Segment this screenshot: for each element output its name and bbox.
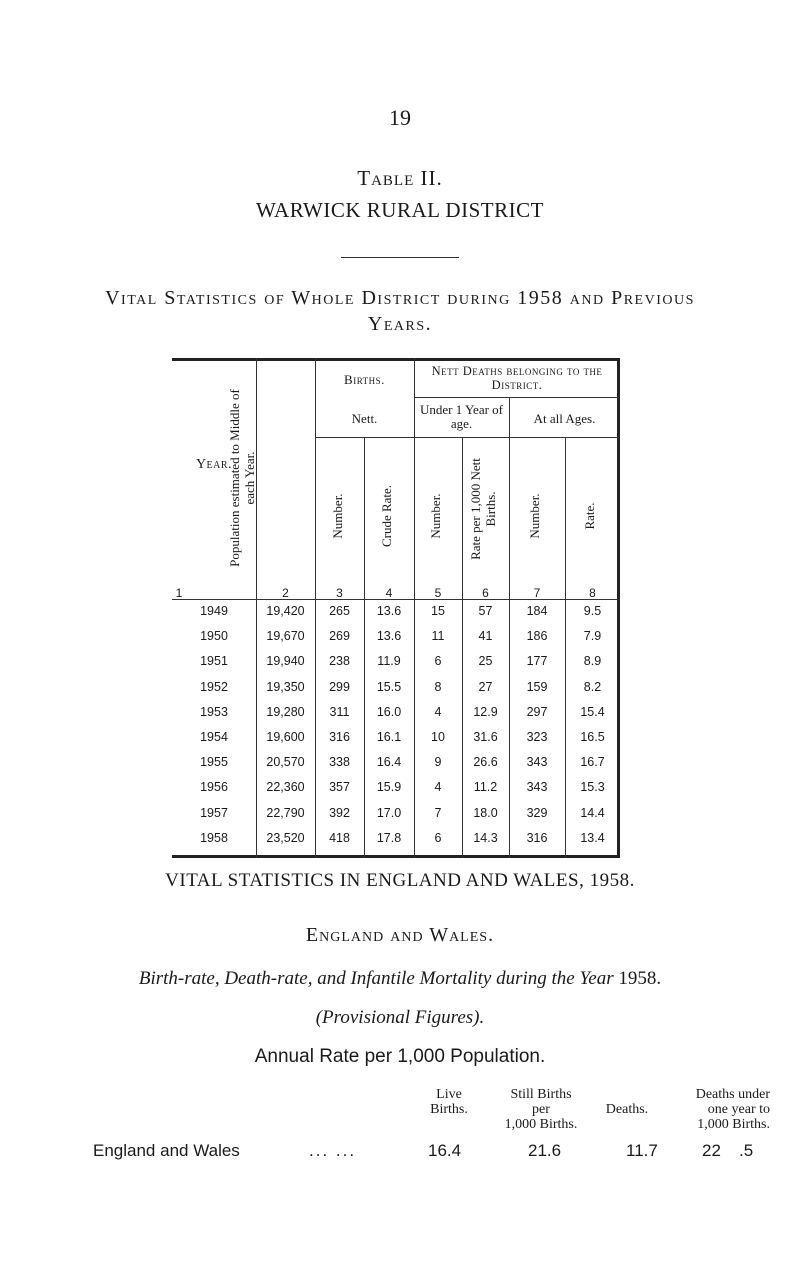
table-cell: 297 [526, 704, 548, 719]
table-cell: 159 [526, 679, 548, 694]
description-year: 1958. [618, 968, 662, 989]
table-cell: 238 [329, 654, 350, 669]
england-wales-row [0, 1141, 800, 1165]
table-cell: 22,790 [266, 805, 305, 820]
table-row [172, 629, 620, 647]
table-cell: 6 [434, 654, 442, 669]
provisional-figures-note: (Provisional Figures). [315, 1007, 485, 1028]
table-cell: 16.7 [580, 755, 605, 770]
england-wales-heading: VITAL STATISTICS IN ENGLAND AND WALES, 1958. [165, 870, 635, 891]
column-number: 7 [533, 586, 541, 600]
deaths-under-value-a: 22 [702, 1141, 721, 1160]
table-cell: 19,940 [266, 654, 305, 669]
still-births-heading [486, 1087, 596, 1132]
annual-rate-heading: Annual Rate per 1,000 Population. [254, 1046, 546, 1067]
header-births-number: Number. [330, 493, 345, 539]
deaths-value: 11.7 [626, 1141, 658, 1160]
table-cell: 12.9 [473, 704, 498, 719]
still-births-heading-line: per [532, 1102, 550, 1117]
live-births-value: 16.4 [428, 1141, 462, 1160]
vital-statistics-title-cont: Years. [367, 313, 433, 335]
leader-dots: ... ... [309, 1141, 357, 1160]
header-nett: Nett. [351, 411, 378, 426]
table-cell: 16.4 [376, 755, 402, 770]
table-cell: 14.3 [473, 830, 498, 845]
column-number: 5 [434, 586, 442, 600]
table-cell: 16.0 [376, 704, 402, 719]
table-cell: 1954 [200, 730, 228, 744]
live-births-heading [414, 1087, 484, 1117]
header-crude-rate: Crude Rate. [379, 484, 394, 548]
table-cell: 11 [431, 629, 445, 644]
table-heading: Table II. [357, 166, 443, 190]
table-cell: 418 [329, 830, 350, 845]
table-cell: 26.6 [473, 755, 498, 770]
deaths-heading: Deaths. [605, 1102, 649, 1117]
live-births-heading-line: Births. [430, 1102, 468, 1117]
table-cell: 1958 [200, 830, 228, 845]
still-births-heading-line: 1,000 Births. [504, 1117, 578, 1132]
table-cell: 186 [526, 629, 548, 644]
table-row [172, 705, 620, 723]
table-cell: 19,670 [266, 629, 305, 644]
table-cell: 184 [526, 604, 548, 618]
table-cell: 4 [434, 780, 442, 795]
header-all-ages: At all Ages. [533, 411, 596, 426]
table-cell: 15 [431, 604, 445, 618]
table-cell: 343 [526, 780, 548, 795]
table-cell: 1957 [200, 805, 228, 820]
england-wales-description [0, 968, 800, 990]
table-cell: 329 [526, 805, 548, 820]
header-population: Population estimated to Middle of each Year. [227, 389, 257, 567]
table-cell: 10 [431, 730, 445, 744]
table-cell: 14.4 [580, 805, 605, 820]
table-cell: 13.6 [376, 629, 402, 644]
deaths-under-heading-line: Deaths under [695, 1087, 770, 1102]
table-row [172, 806, 620, 824]
table-cell: 41 [478, 629, 493, 644]
still-births-heading-line: Still Births [510, 1087, 572, 1102]
table-cell: 1956 [200, 780, 228, 795]
header-rate-per-1000: Rate per 1,000 Nett Births. [468, 458, 498, 560]
table-cell: 323 [526, 730, 548, 744]
table-cell: 19,280 [266, 704, 305, 719]
table-cell: 13.6 [376, 604, 402, 618]
table-cell: 357 [329, 780, 350, 795]
table-row [172, 831, 620, 849]
header-nett-deaths: Nett Deaths belonging to the District. [431, 364, 603, 392]
table-cell: 22,360 [266, 780, 305, 795]
table-cell: 1950 [200, 629, 228, 644]
table-cell: 13.4 [580, 830, 605, 845]
deaths-under-heading-line: 1,000 Births. [697, 1117, 770, 1132]
table-cell: 343 [526, 755, 548, 770]
column-number: 2 [282, 586, 289, 600]
header-under-one-year: Under 1 Year of age. [419, 402, 504, 431]
vital-statistics-title: Vital Statistics of Whole District during 1958 and Previous [105, 287, 695, 309]
table-cell: 57 [478, 604, 493, 618]
still-births-value: 21.6 [528, 1141, 562, 1160]
title-divider [341, 257, 459, 258]
table-cell: 1955 [200, 755, 228, 770]
header-all-ages-number: Number. [527, 493, 542, 539]
deaths-under-heading [652, 1087, 770, 1132]
column-number: 4 [385, 586, 393, 600]
table-cell: 11.9 [377, 654, 401, 669]
column-number: 1 [175, 586, 183, 600]
page-number: 19 [389, 105, 411, 130]
table-row [172, 654, 620, 672]
live-births-heading-line: Live [436, 1087, 462, 1102]
table-cell: 8.2 [583, 679, 602, 694]
table-cell: 17.8 [376, 830, 402, 845]
table-cell: 19,420 [266, 604, 305, 618]
table-cell: 338 [329, 755, 350, 770]
vital-statistics-table [172, 358, 620, 858]
divider [315, 437, 620, 438]
table-cell: 31.6 [473, 730, 498, 744]
table-cell: 19,600 [266, 730, 305, 744]
table-cell: 1952 [200, 679, 228, 694]
divider [414, 397, 620, 398]
table-cell: 4 [434, 704, 442, 719]
table-cell: 15.9 [376, 780, 402, 795]
table-cell: 7 [434, 805, 442, 820]
table-row [172, 680, 620, 698]
table-row [172, 755, 620, 773]
description-text: Birth-rate, Death-rate, and Infantile Mortality during the Year [138, 968, 614, 989]
table-cell: 316 [329, 730, 350, 744]
header-all-ages-rate: Rate. [582, 502, 597, 530]
header-births: Births. [344, 372, 385, 387]
table-cell: 299 [329, 679, 350, 694]
england-wales-subtitle: England and Wales. [305, 924, 495, 946]
table-cell: 17.0 [376, 805, 402, 820]
table-cell: 25 [478, 654, 493, 669]
table-row [172, 604, 620, 622]
table-cell: 1953 [200, 704, 228, 719]
header-under-one-number: Number. [428, 493, 443, 539]
table-cell: 15.3 [580, 780, 605, 795]
table-cell: 16.5 [580, 730, 605, 744]
table-cell: 19,350 [266, 679, 305, 694]
table-cell: 7.9 [583, 629, 602, 644]
header-year: Year. [195, 457, 233, 472]
table-cell: 316 [526, 830, 548, 845]
table-cell: 20,570 [266, 755, 305, 770]
table-cell: 18.0 [473, 805, 498, 820]
table-cell: 265 [329, 604, 350, 618]
table-cell: 8 [434, 679, 442, 694]
table-cell: 9.5 [583, 604, 602, 618]
deaths-under-heading-line: one year to [707, 1102, 770, 1117]
deaths-under-value-b: .5 [739, 1141, 754, 1160]
column-number: 8 [589, 586, 596, 600]
table-cell: 16.1 [376, 730, 402, 744]
table-cell: 1949 [200, 604, 228, 618]
table-cell: 15.4 [580, 704, 605, 719]
table-cell: 6 [434, 830, 442, 845]
district-title: WARWICK RURAL DISTRICT [256, 198, 544, 222]
table-cell: 15.5 [376, 679, 402, 694]
table-cell: 27 [478, 679, 493, 694]
table-cell: 311 [329, 704, 350, 719]
table-cell: 177 [526, 654, 548, 669]
table-cell: 11.2 [473, 780, 498, 795]
table-cell: 8.9 [583, 654, 602, 669]
table-cell: 23,520 [266, 830, 305, 845]
table-cell: 392 [329, 805, 350, 820]
table-row [172, 780, 620, 798]
table-cell: 269 [329, 629, 350, 644]
table-cell: 9 [434, 755, 442, 770]
table-cell: 1951 [200, 654, 228, 669]
table-row [172, 730, 620, 748]
row-label: England and Wales [93, 1141, 240, 1160]
column-number: 6 [482, 586, 489, 600]
column-number: 3 [336, 586, 343, 600]
